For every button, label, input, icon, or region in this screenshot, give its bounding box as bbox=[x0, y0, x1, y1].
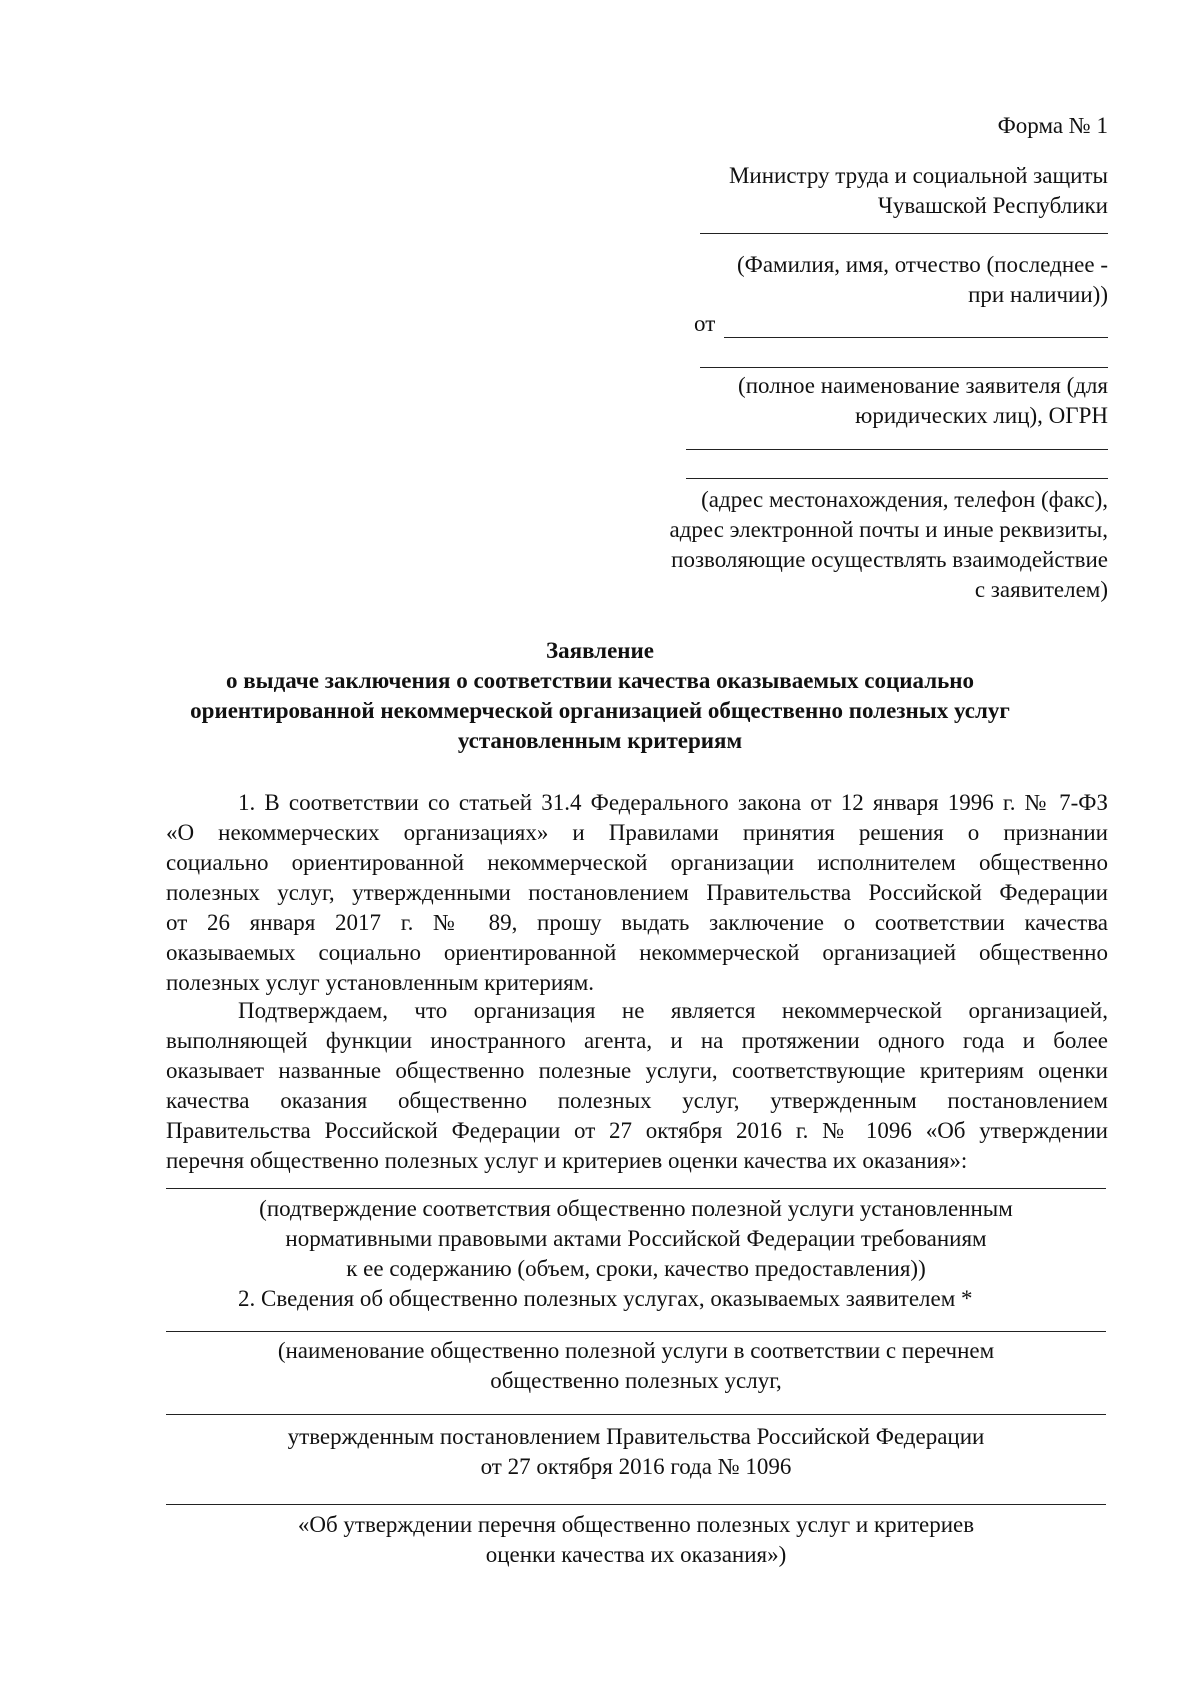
service-blank-line-1 bbox=[166, 1331, 1106, 1332]
paragraph-2-line: оказывает названные общественно полезные услуги, соответствующие критериям оценки bbox=[166, 1058, 1108, 1083]
confirmation-hint-line-2: нормативными правовыми актами Российской Федерации требованиям bbox=[285, 1226, 987, 1251]
document-title: Заявление bbox=[545, 638, 655, 663]
confirmation-hint-line-3: к ее содержанию (объем, сроки, качество предоставления)) bbox=[346, 1256, 926, 1281]
fio-hint-line-1: (Фамилия, имя, отчество (последнее - bbox=[737, 252, 1108, 277]
service-blank-line-2 bbox=[166, 1414, 1106, 1415]
paragraph-1-line: 1. В соответствии со статьей 31.4 Федерального закона от 12 января 1996 г. № 7-ФЗ bbox=[238, 790, 1108, 815]
addressee-line-1: Министру труда и социальной защиты bbox=[728, 163, 1108, 188]
paragraph-1-line: «О некоммерческих организациях» и Правилами принятия решения о признании bbox=[166, 820, 1108, 845]
form-number: Форма № 1 bbox=[997, 113, 1108, 138]
service-hint-line-5: «Об утверждении перечня общественно полезных услуг и критериев bbox=[297, 1512, 975, 1537]
paragraph-2-line: Подтверждаем, что организация не является некоммерческой организацией, bbox=[238, 998, 1108, 1023]
service-hint-line-1: (наименование общественно полезной услуги в соответствии с перечнем bbox=[277, 1338, 995, 1363]
address-blank-line-1 bbox=[686, 449, 1108, 450]
paragraph-2-line: Правительства Российской Федерации от 27 октября 2016 г. № 1096 «Об утверждении bbox=[166, 1118, 1108, 1143]
fio-blank-line bbox=[700, 233, 1108, 234]
section-2-heading: 2. Сведения об общественно полезных услугах, оказываемых заявителем * bbox=[238, 1286, 973, 1311]
applicant-hint-line-2: юридических лиц), ОГРН bbox=[855, 403, 1108, 428]
paragraph-1-line: оказываемых социально ориентированной некоммерческой организацией общественно bbox=[166, 940, 1108, 965]
address-hint-line-3: позволяющие осуществлять взаимодействие bbox=[671, 547, 1108, 572]
paragraph-1-line: социально ориентированной некоммерческой организации исполнителем общественно bbox=[166, 850, 1108, 875]
applicant-hint-line-1: (полное наименование заявителя (для bbox=[738, 373, 1108, 398]
service-hint-line-6: оценки качества их оказания») bbox=[485, 1542, 787, 1567]
document-subtitle-line-1: о выдаче заключения о соответствии качества оказываемых социально bbox=[225, 668, 975, 693]
paragraph-2-line: качества оказания общественно полезных услуг, утвержденным постановлением bbox=[166, 1088, 1108, 1113]
service-hint-line-2: общественно полезных услуг, bbox=[490, 1368, 782, 1393]
service-hint-line-3: утвержденным постановлением Правительства Российской Федерации bbox=[287, 1424, 985, 1449]
paragraph-1-line: полезных услуг установленным критериям. bbox=[166, 970, 595, 995]
confirmation-blank-line bbox=[166, 1188, 1106, 1189]
service-blank-line-3 bbox=[166, 1504, 1106, 1505]
paragraph-2-line: выполняющей функции иностранного агента, и на протяжении одного года и более bbox=[166, 1028, 1108, 1053]
fio-hint-line-2: при наличии)) bbox=[968, 282, 1108, 307]
address-hint-line-4: с заявителем) bbox=[974, 577, 1108, 602]
addressee-line-2: Чувашской Республики bbox=[877, 193, 1108, 218]
paragraph-2-line: перечня общественно полезных услуг и критериев оценки качества их оказания»: bbox=[166, 1148, 968, 1173]
address-hint-line-1: (адрес местонахождения, телефон (факс), bbox=[701, 487, 1108, 512]
paragraph-1-line: от 26 января 2017 г. № 89, прошу выдать заключение о соответствии качества bbox=[166, 910, 1108, 935]
from-label: от bbox=[694, 311, 716, 336]
from-blank-line bbox=[724, 337, 1108, 338]
confirmation-hint-line-1: (подтверждение соответствия общественно полезной услуги установленным bbox=[259, 1196, 1013, 1221]
address-hint-line-2: адрес электронной почты и иные реквизиты, bbox=[669, 517, 1108, 542]
document-subtitle-line-2: ориентированной некоммерческой организацией общественно полезных услуг bbox=[190, 698, 1010, 723]
paragraph-1-line: полезных услуг, утвержденными постановлением Правительства Российской Федерации bbox=[166, 880, 1108, 905]
applicant-blank-line bbox=[700, 367, 1108, 368]
address-blank-line-2 bbox=[686, 478, 1108, 479]
service-hint-line-4: от 27 октября 2016 года № 1096 bbox=[480, 1454, 792, 1479]
document-subtitle-line-3: установленным критериям bbox=[457, 728, 743, 753]
